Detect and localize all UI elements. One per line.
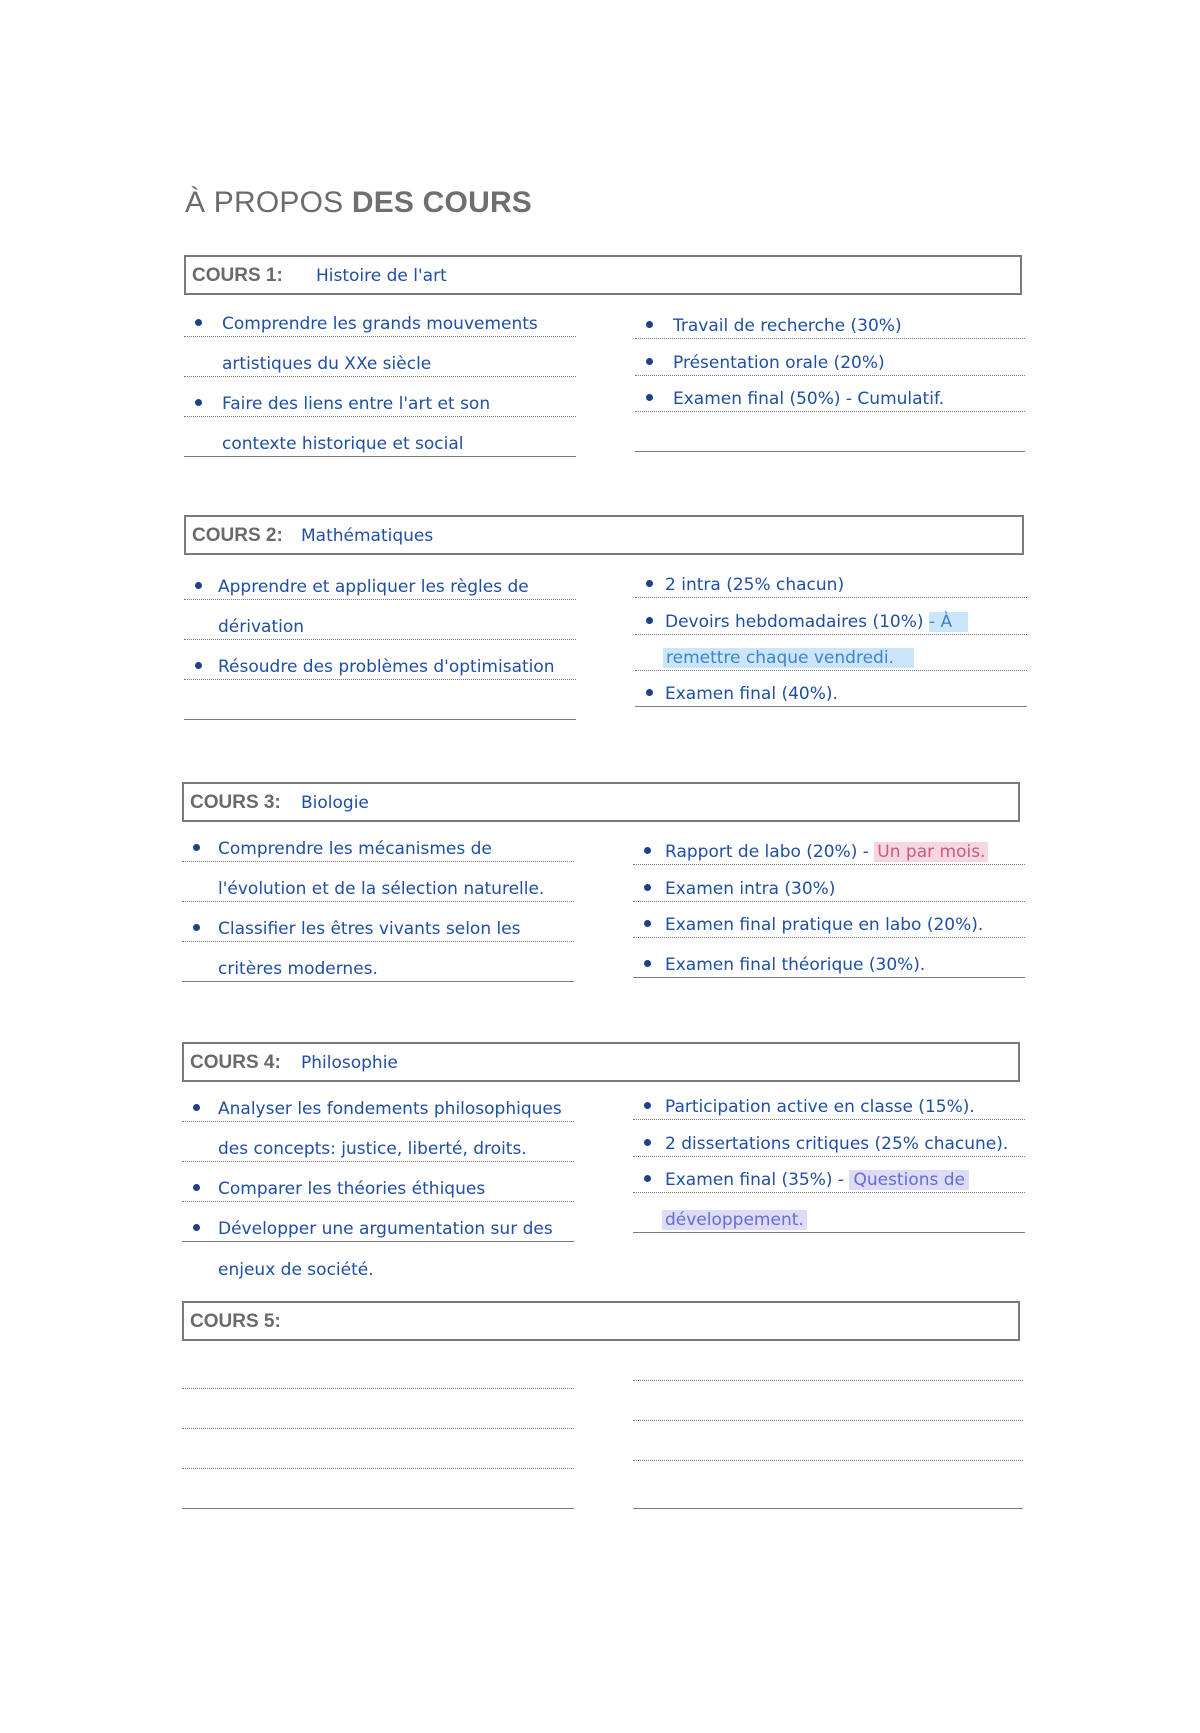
blank-line bbox=[633, 1461, 1023, 1509]
evaluation-list bbox=[633, 1082, 1025, 1233]
course-4-header bbox=[182, 1042, 1020, 1082]
blank-line bbox=[633, 1341, 1023, 1381]
bullet-icon bbox=[646, 358, 653, 365]
list-item bbox=[184, 680, 576, 720]
bullet-icon bbox=[193, 924, 200, 931]
course-label: COURS 2: bbox=[192, 525, 283, 546]
list-item: Apprendre et appliquer les règles de bbox=[184, 560, 576, 600]
list-item: Comprendre les grands mouvements bbox=[184, 297, 576, 337]
list-item: enjeux de société. bbox=[218, 1260, 374, 1280]
objectives-list bbox=[184, 297, 576, 457]
list-item: Résoudre des problèmes d'optimisation bbox=[184, 640, 576, 680]
course-5-header bbox=[182, 1301, 1020, 1341]
bullet-icon bbox=[193, 1104, 200, 1111]
bullet-icon bbox=[646, 321, 653, 328]
bullet-icon bbox=[646, 689, 653, 696]
blank-line bbox=[182, 1469, 574, 1509]
list-item: 2 intra (25% chacun) bbox=[635, 560, 1027, 598]
highlight: - À bbox=[929, 612, 968, 632]
bullet-icon bbox=[193, 1224, 200, 1231]
bullet-icon bbox=[644, 847, 651, 854]
list-item: 2 dissertations critiques (25% chacune). bbox=[633, 1120, 1025, 1157]
bullet-icon bbox=[646, 394, 653, 401]
list-item: Analyser les fondements philosophiques bbox=[182, 1082, 574, 1122]
list-item bbox=[635, 412, 1025, 452]
bullet-icon bbox=[195, 662, 202, 669]
highlight: Questions de bbox=[849, 1170, 969, 1190]
blank-line bbox=[182, 1429, 574, 1469]
course-name: Philosophie bbox=[301, 1053, 398, 1073]
blank-line bbox=[633, 1421, 1023, 1461]
course-1-header bbox=[184, 255, 1022, 295]
blank-line bbox=[182, 1349, 574, 1389]
bullet-icon bbox=[644, 1175, 651, 1182]
evaluation-list bbox=[633, 1341, 1023, 1509]
bullet-icon bbox=[646, 580, 653, 587]
list-item: Comprendre les mécanismes de bbox=[182, 822, 574, 862]
list-item: artistiques du XXe siècle bbox=[184, 337, 576, 377]
course-label: COURS 3: bbox=[190, 792, 281, 813]
list-item: l'évolution et de la sélection naturelle. bbox=[182, 862, 574, 902]
list-item: Rapport de labo (20%) - Un par mois. bbox=[633, 822, 1025, 865]
blank-line bbox=[182, 1389, 574, 1429]
course-label: COURS 5: bbox=[190, 1311, 281, 1332]
list-item: Faire des liens entre l'art et son bbox=[184, 377, 576, 417]
objectives-list bbox=[182, 822, 574, 982]
course-label: COURS 1: bbox=[192, 265, 283, 286]
list-item: Développer une argumentation sur des bbox=[182, 1202, 574, 1242]
list-item: Devoirs hebdomadaires (10%) - À bbox=[635, 598, 1027, 635]
list-item: Examen final (40%). bbox=[635, 671, 1027, 707]
list-item: contexte historique et social bbox=[184, 417, 576, 457]
bullet-icon bbox=[195, 582, 202, 589]
page-title: À PROPOS DES COURS bbox=[185, 186, 533, 219]
bullet-icon bbox=[646, 617, 653, 624]
course-name: Biologie bbox=[301, 793, 369, 813]
list-item: Examen final théorique (30%). bbox=[633, 938, 1025, 978]
course-name: Histoire de l'art bbox=[316, 266, 447, 286]
bullet-icon bbox=[644, 1102, 651, 1109]
list-item: des concepts: justice, liberté, droits. bbox=[182, 1122, 574, 1162]
highlight: Un par mois. bbox=[874, 842, 988, 862]
list-item: Examen final pratique en labo (20%). bbox=[633, 902, 1025, 939]
list-item: Travail de recherche (30%) bbox=[635, 297, 1025, 339]
bullet-icon bbox=[195, 319, 202, 326]
objectives-list bbox=[184, 560, 576, 720]
list-item: Participation active en classe (15%). bbox=[633, 1082, 1025, 1120]
bullet-icon bbox=[193, 844, 200, 851]
list-item: Examen intra (30%) bbox=[633, 865, 1025, 902]
bullet-icon bbox=[193, 1184, 200, 1191]
bullet-icon bbox=[644, 884, 651, 891]
course-label: COURS 4: bbox=[190, 1052, 281, 1073]
evaluation-list bbox=[633, 822, 1025, 978]
bullet-icon bbox=[644, 960, 651, 967]
list-item: Présentation orale (20%) bbox=[635, 339, 1025, 376]
course-2-header bbox=[184, 515, 1024, 555]
evaluation-list bbox=[635, 297, 1025, 452]
bullet-icon bbox=[644, 920, 651, 927]
list-item: dérivation bbox=[184, 600, 576, 640]
list-item: remettre chaque vendredi. bbox=[635, 635, 1027, 672]
list-item: Examen final (35%) - Questions de bbox=[633, 1157, 1025, 1194]
blank-line bbox=[633, 1381, 1023, 1421]
bullet-icon bbox=[644, 1139, 651, 1146]
objectives-list bbox=[182, 1349, 574, 1509]
list-item: Classifier les êtres vivants selon les bbox=[182, 902, 574, 942]
evaluation-list bbox=[635, 560, 1027, 707]
list-item: Comparer les théories éthiques bbox=[182, 1162, 574, 1202]
bullet-icon bbox=[195, 399, 202, 406]
list-item: Examen final (50%) - Cumulatif. bbox=[635, 376, 1025, 413]
course-name: Mathématiques bbox=[301, 526, 434, 546]
list-item: développement. bbox=[633, 1193, 1025, 1233]
objectives-list bbox=[182, 1082, 574, 1282]
course-3-header bbox=[182, 782, 1020, 822]
list-item: critères modernes. bbox=[182, 942, 574, 982]
